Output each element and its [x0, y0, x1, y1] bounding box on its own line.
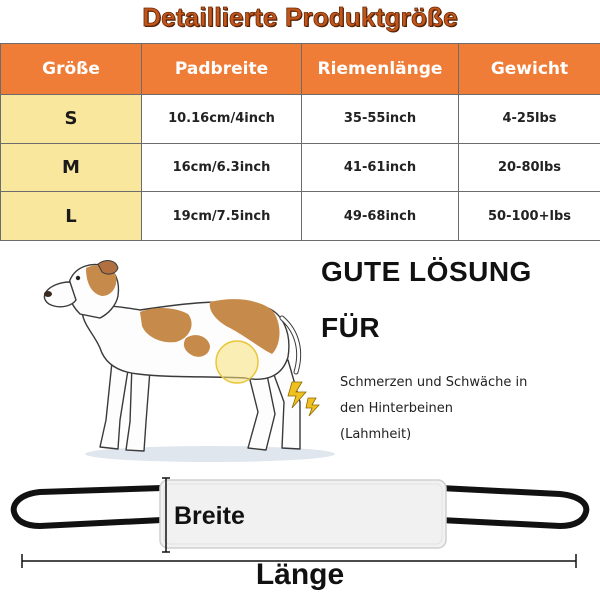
header-size: Größe [1, 44, 142, 95]
weight-cell: 4-25lbs [459, 95, 600, 144]
page-title: Detaillierte Produktgröße [142, 2, 458, 32]
size-table [0, 43, 600, 241]
lightning-icon [306, 398, 319, 416]
front-right-leg [126, 364, 150, 451]
header-pad-width: Padbreite [142, 44, 302, 95]
header-strap-length: Riemenlänge [302, 44, 459, 95]
headline-line-2: FÜR [321, 312, 381, 343]
dog-nose [44, 291, 52, 297]
table-header-row [1, 44, 600, 95]
description [340, 370, 527, 448]
length-label: Länge [255, 558, 345, 591]
table-row [1, 95, 600, 144]
strap-length-cell: 41-61inch [302, 143, 459, 192]
pad-width-cell: 10.16cm/4inch [142, 95, 302, 144]
size-cell: M [1, 143, 142, 192]
right-strap [440, 488, 586, 526]
front-left-leg [100, 362, 128, 449]
description-line-2: den Hinterbeinen [340, 401, 454, 416]
pad-width-cell: 16cm/6.3inch [142, 143, 302, 192]
strap-length-cell: 49-68inch [302, 192, 459, 241]
width-label: Breite [174, 502, 245, 530]
headline-line-1: GUTE LÖSUNG [321, 256, 532, 287]
weight-cell: 20-80lbs [459, 143, 600, 192]
description-line-1: Schmerzen und Schwäche in [340, 375, 528, 390]
strap-length-cell: 35-55inch [302, 95, 459, 144]
dog-eye [76, 276, 80, 280]
pain-area-marker [216, 341, 258, 383]
hind-left-leg [248, 370, 275, 450]
header-weight: Gewicht [459, 44, 600, 95]
weight-cell: 50-100+lbs [459, 192, 600, 241]
left-strap [14, 488, 162, 526]
table-row [1, 143, 600, 192]
size-cell: S [1, 95, 142, 144]
size-cell: L [1, 192, 142, 241]
description-line-3: (Lahmheit) [340, 427, 412, 442]
table-row [1, 192, 600, 241]
pad-width-cell: 19cm/7.5inch [142, 192, 302, 241]
dog-illustration [20, 252, 335, 467]
